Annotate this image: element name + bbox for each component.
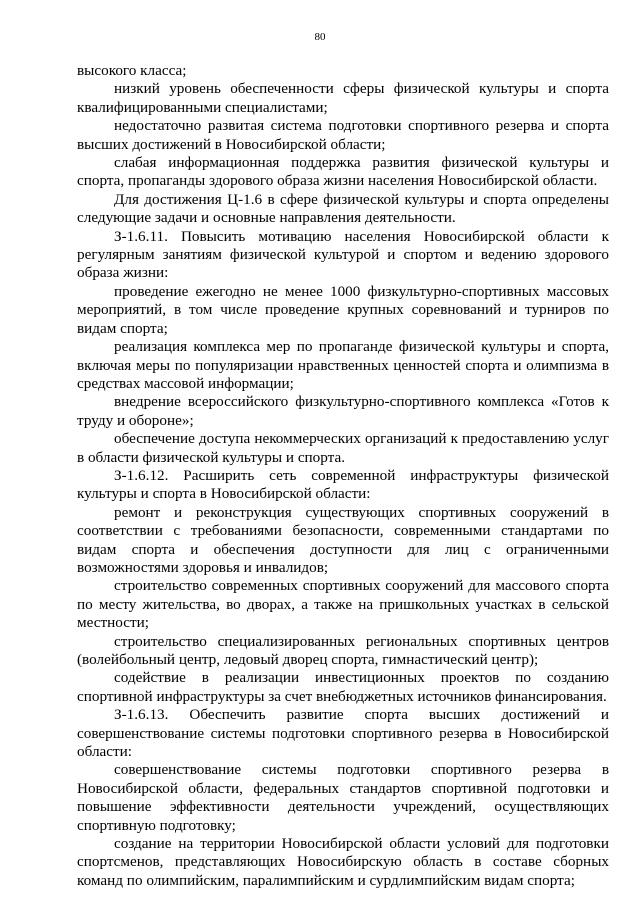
paragraph: строительство современных спортивных сооружений для массового спорта по месту жительства, во дворах, а также на пришкольных участках в сельской местности; [77,577,609,632]
paragraph: создание на территории Новосибирской области условий для подготовки спортсменов, представляющих Новосибирскую область в составе сборных команд по олимпийским, паралимпийским и сурдлимпийским видам спорта; [77,835,609,889]
paragraph: строительство специализированных региональных спортивных центров (волейбольный центр, ледовый дворец спорта, гимнастический центр); [77,632,609,668]
task-heading: З-1.6.11. Повысить мотивацию населения Новосибирской области к регулярным занятиям физической культурой и спортом и ведению здорового образа жизни: [77,227,609,282]
paragraph: низкий уровень обеспеченности сферы физической культуры и спорта квалифицированными специалистами; [77,80,609,116]
paragraph: совершенствование системы подготовки спортивного резерва в Новосибирской области, федеральных стандартов спортивной подготовки и повышение эффективности деятельности учреждений, осуществляющих спортивную подготовку; [77,761,609,834]
paragraph: обеспечение доступа некоммерческих организаций к предоставлению услуг в области физической культуры и спорта. [77,430,609,466]
paragraph: слабая информационная поддержка развития физической культуры и спорта, пропаганды здорового образа жизни населения Новосибирской области. [77,154,609,190]
paragraph: ремонт и реконструкция существующих спортивных сооружений в соответствии с требованиями безопасности, современными стандартами по видам спорта и обеспечения доступности для лиц с ограниченными возможностями здоровья и инвалидов; [77,503,609,576]
paragraph: Для достижения Ц-1.6 в сфере физической культуры и спорта определены следующие задачи и основные направления деятельности. [77,190,609,227]
paragraph: внедрение всероссийского физкультурно-спортивного комплекса «Готов к труду и обороне»; [77,393,609,429]
page-number: 80 [314,31,326,43]
paragraph: недостаточно развитая система подготовки спортивного резерва и спорта высших достижений в Новосибирской области; [77,117,609,153]
body-text [77,62,609,890]
paragraph: проведение ежегодно не менее 1000 физкультурно-спортивных массовых мероприятий, в том числе проведение крупных соревнований и турниров по видам спорта; [77,282,609,337]
paragraph: высокого класса; [77,62,187,79]
task-heading: З-1.6.13. Обеспечить развитие спорта высших достижений и совершенствование системы подготовки спортивного резерва в Новосибирской области: [77,706,609,761]
paragraph: реализация комплекса мер по пропаганде физической культуры и спорта, включая меры по популяризации нравственных ценностей спорта и олимпизма в средствах массовой информации; [77,338,609,392]
task-heading: З-1.6.12. Расширить сеть современной инфраструктуры физической культуры и спорта в Новосибирской области: [77,466,609,503]
paragraph: содействие в реализации инвестиционных проектов по созданию спортивной инфраструктуры за счет внебюджетных источников финансирования. [77,669,609,705]
